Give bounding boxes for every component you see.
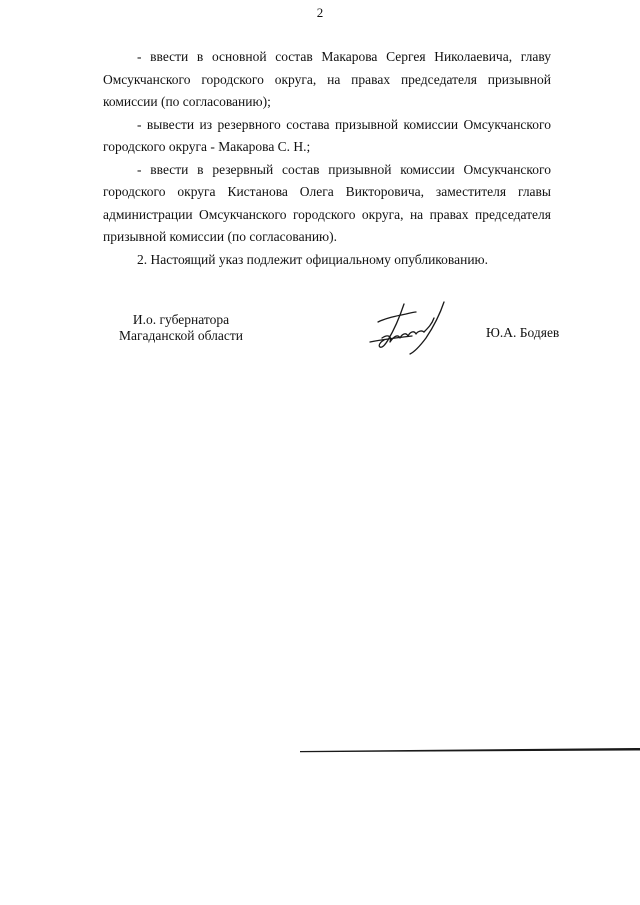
signer-title	[96, 312, 266, 344]
paragraph-include-main-member: - ввести в основной состав Макарова Сергея Николаевича, главу Омсукчанского городского округа, на правах председателя призывной комиссии (по согласованию);	[103, 49, 551, 109]
paragraph-include-reserve-member: - ввести в резервный состав призывной комиссии Омсукчанского городского округа Кистанова Олега Викторовича, заместителя главы администрации Омсукчанского городского округа, на правах председателя призывной комиссии (по согласованию).	[103, 161, 551, 244]
signer-title-line-1: И.о. губернатора	[132, 312, 230, 327]
paragraph-remove-reserve-member: - вывести из резервного состава призывной комиссии Омсукчанского городского округа - Макарова С. Н.;	[103, 116, 551, 154]
signature-block	[0, 312, 640, 372]
bottom-rule-line	[300, 746, 640, 756]
signer-title-line-2: Магаданской области	[119, 328, 243, 343]
page-number: 2	[316, 5, 324, 20]
handwritten-signature	[360, 300, 460, 364]
document-body	[103, 46, 551, 271]
paragraph-publication-clause: 2. Настоящий указ подлежит официальному опубликованию.	[137, 251, 489, 267]
signer-name: Ю.А. Бодяев	[486, 325, 560, 340]
